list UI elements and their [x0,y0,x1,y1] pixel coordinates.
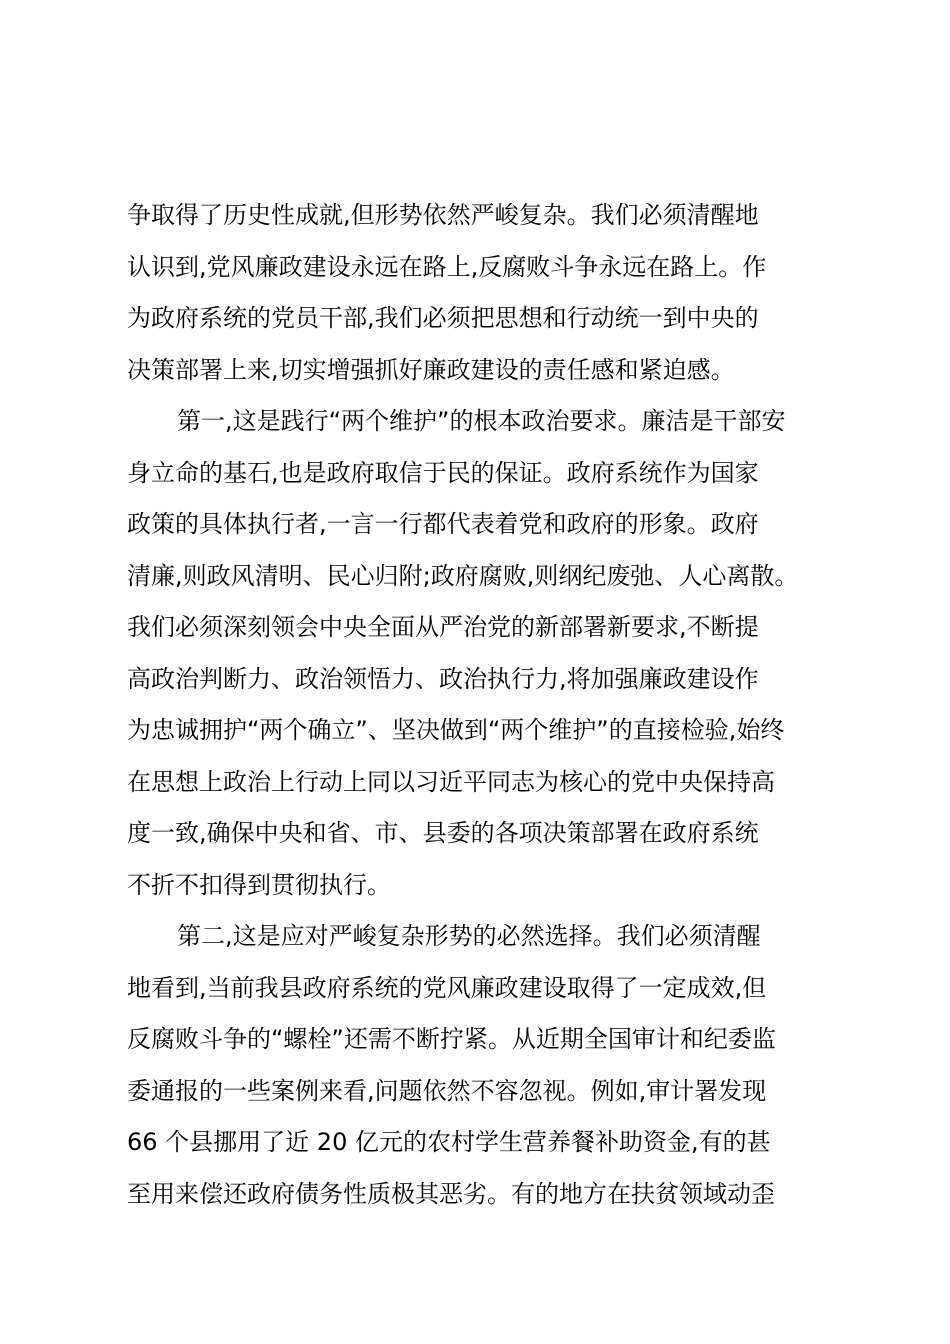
text-line: 争取得了历史性成就,但形势依然严峻复杂。我们必须清醒地 [127,201,759,229]
text-line: 身立命的基石,也是政府取信于民的保证。政府系统作为国家 [127,458,759,487]
text-line: 66 个县挪用了近 20 亿元的农村学生营养餐补助资金,有的甚 [127,1128,771,1156]
text-line: 反腐败斗争的“螺栓”还需不断拧紧。从近期全国审计和纪委监 [127,1025,776,1053]
text-line: 政策的具体执行者,一言一行都代表着党和政府的形象。政府 [127,510,759,538]
text-line: 为忠诚拥护“两个确立”、坚决做到“两个维护”的直接检验,始终 [127,716,785,744]
paragraph-2 [127,397,827,912]
text-line: 地看到,当前我县政府系统的党风廉政建设取得了一定成效,但 [127,973,767,1002]
text-line: 至用来偿还政府债务性质极其恶劣。有的地方在扶贫领域动歪 [127,1179,775,1208]
text-line: 度一致,确保中央和省、市、县委的各项决策部署在政府系统 [127,819,759,847]
text-line: 为政府系统的党员干部,我们必须把思想和行动统一到中央的 [127,304,759,332]
text-line: 清廉,则政风清明、民心归附;政府腐败,则纲纪废弛、人心离散。 [127,561,799,590]
text-line: 我们必须深刻领会中央全面从严治党的新部署新要求,不断提 [127,613,759,641]
text-line: 第二,这是应对严峻复杂形势的必然选择。我们必须清醒 [177,922,761,950]
text-line: 在思想上政治上行动上同以习近平同志为核心的党中央保持高 [127,767,775,796]
paragraph-1 [127,191,827,397]
text-line: 委通报的一些案例来看,问题依然不容忽视。例如,审计署发现 [127,1076,767,1105]
text-line: 高政治判断力、政治领悟力、政治执行力,将加强廉政建设作 [127,664,759,693]
text-line: 认识到,党风廉政建设永远在路上,反腐败斗争永远在路上。作 [127,252,767,281]
text-line: 不折不扣得到贯彻执行。 [127,870,391,899]
text-line: 第一,这是践行“两个维护”的根本政治要求。廉洁是干部安 [177,407,786,435]
document-body [127,191,827,1221]
text-line: 决策部署上来,切实增强抓好廉政建设的责任感和紧迫感。 [127,355,735,384]
paragraph-3 [127,912,827,1221]
